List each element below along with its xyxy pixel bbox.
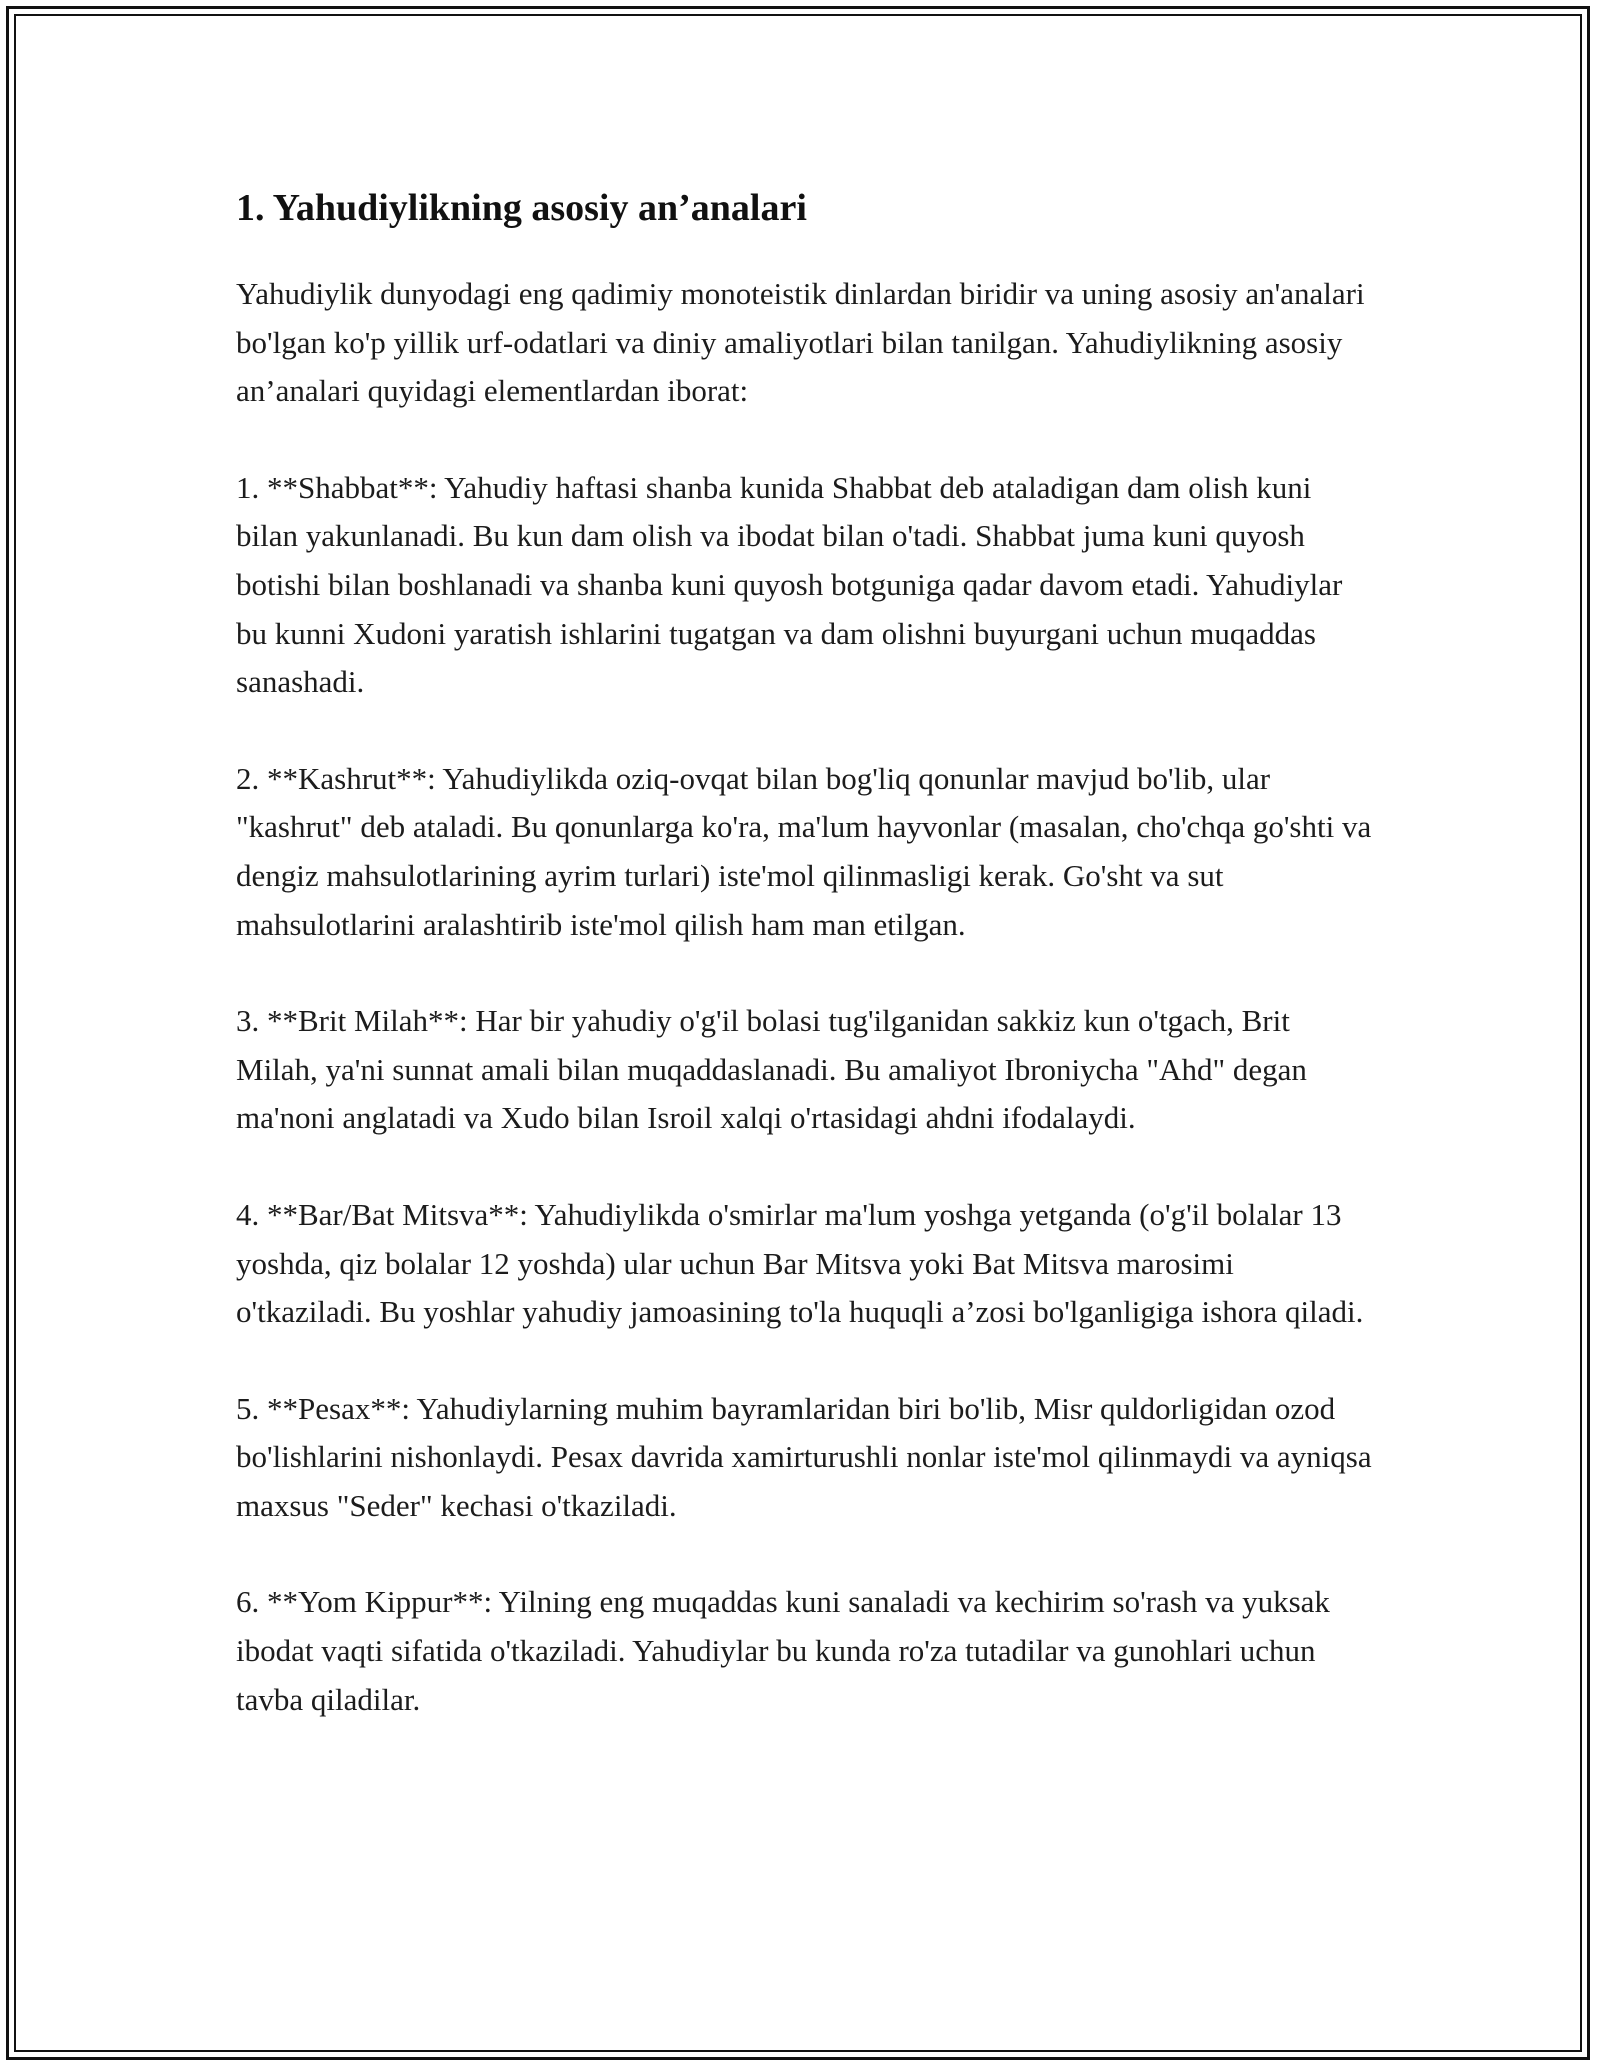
page-title: 1. Yahudiylikning asosiy an’analari [236, 187, 807, 229]
intro-paragraph: Yahudiylik dunyodagi eng qadimiy monoteistik dinlardan biridir va uning asosiy an'analari bo'lgan ko'p yillik urf-odatlari va diniy amaliyotlari bilan tanilgan. Yahudiylikning asosiy an’analari quyidagi elementlardan iborat: [236, 276, 1365, 409]
tradition-item-brit-milah: 3. **Brit Milah**: Har bir yahudiy o'g'il bolasi tug'ilganidan sakkiz kun o'tgach, Brit Milah, ya'ni sunnat amali bilan muqaddaslanadi. Bu amaliyot Ibroniycha "Ahd" degan ma'noni anglatadi va Xudo bilan Isroil xalqi o'rtasidagi ahdni ifodalaydi. [236, 1003, 1307, 1136]
tradition-item-kashrut: 2. **Kashrut**: Yahudiylikda oziq-ovqat bilan bog'liq qonunlar mavjud bo'lib, ular "kashrut" deb ataladi. Bu qonunlarga ko'ra, ma'lum hayvonlar (masalan, cho'chqa go'shti va dengiz mahsulotlarining ayrim turlari) iste'mol qilinmasligi kerak. Go'sht va sut mahsulotlarini aralashtirib iste'mol qilish ham man etilgan. [236, 760, 1372, 942]
tradition-item-yom-kippur: 6. **Yom Kippur**: Yilning eng muqaddas kuni sanaladi va kechirim so'rash va yuksak ibodat vaqti sifatida o'tkaziladi. Yahudiylar bu kunda ro'za tutadilar va gunohlari uchun tavba qiladilar. [236, 1584, 1330, 1717]
tradition-item-pesax: 5. **Pesax**: Yahudiylarning muhim bayramlaridan biri bo'lib, Misr quldorligidan ozod bo'lishlarini nishonlaydi. Pesax davrida xamirturushli nonlar iste'mol qilinmaydi va ayniqsa maxsus "Seder" kechasi o'tkaziladi. [236, 1390, 1372, 1523]
tradition-item-shabbat: 1. **Shabbat**: Yahudiy haftasi shanba kunida Shabbat deb ataladigan dam olish kuni bilan yakunlanadi. Bu kun dam olish va ibodat bilan o'tadi. Shabbat juma kuni quyosh botishi bilan boshlanadi va shanba kuni quyosh botguniga qadar davom etadi. Yahudiylar bu kunni Xudoni yaratish ishlarini tugatgan va dam olishni buyurgani uchun muqaddas sanashadi. [236, 469, 1343, 700]
tradition-item-bar-bat-mitsva: 4. **Bar/Bat Mitsva**: Yahudiylikda o'smirlar ma'lum yoshga yetganda (o'g'il bolalar 13 yoshda, qiz bolalar 12 yoshda) ular uchun Bar Mitsva yoki Bat Mitsva marosimi o'tkaziladi. Bu yoshlar yahudiy jamoasining to'la huquqli a’zosi bo'lganligiga ishora qiladi. [236, 1196, 1364, 1330]
document-body [236, 186, 1376, 1772]
